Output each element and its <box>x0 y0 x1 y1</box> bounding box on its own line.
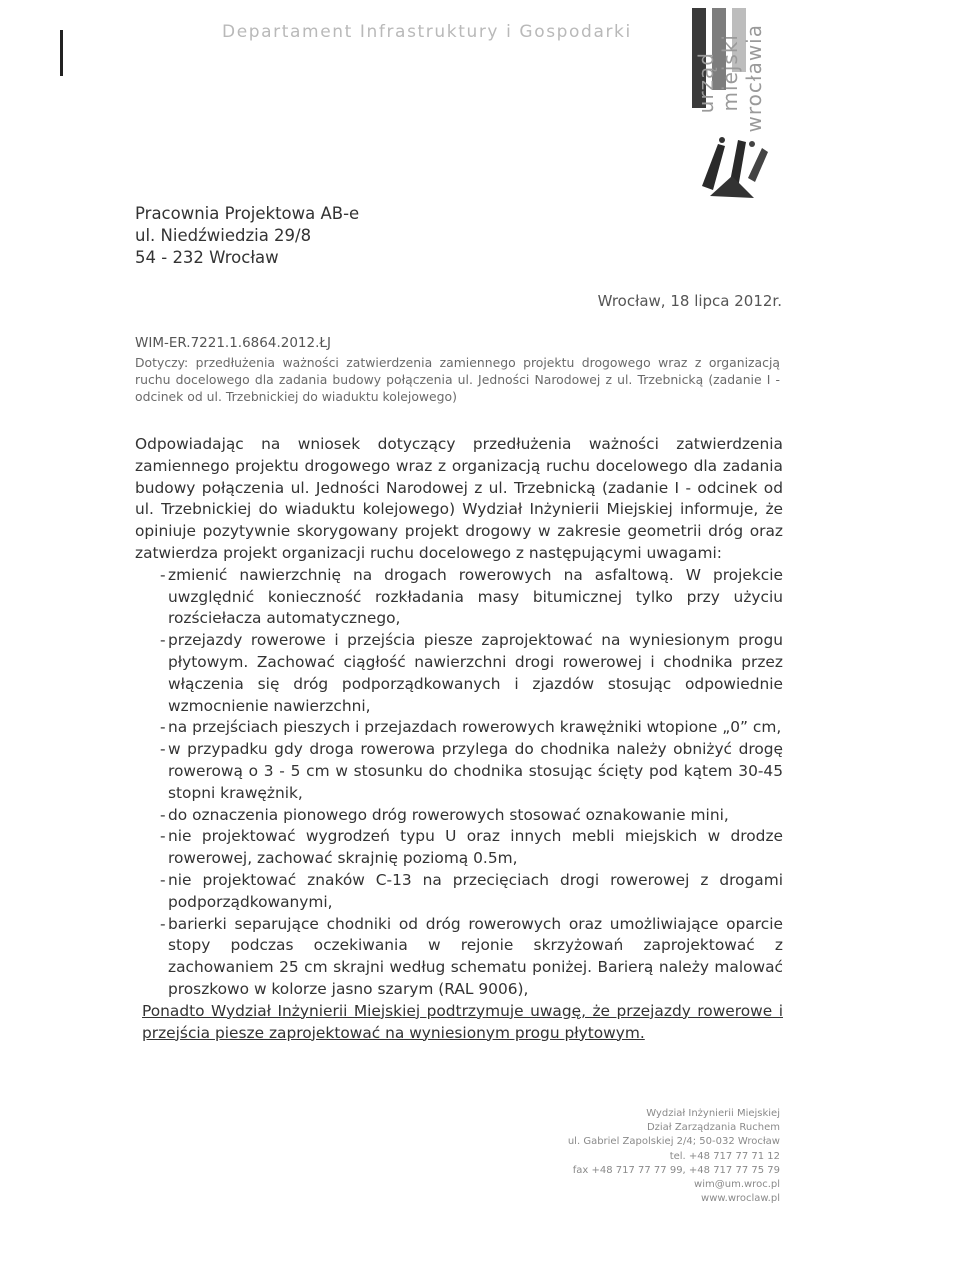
footer-section: Dział Zarządzania Ruchem <box>646 1122 780 1134</box>
list-item-text: barierki separujące chodniki od dróg rowerowych oraz umożliwiające oparcie stopy podczas oczekiwania w rejonie skrzyżowań zaprojektować z zachowaniem 25 cm skrajni według schematu poniżej. Barierą należy malować proszkowo w kolorze jasno szarym (RAL 9006), <box>168 914 783 998</box>
reference-number: WIM-ER.7221.1.6864.2012.ŁJ <box>135 335 331 351</box>
letter-date: Wrocław, 18 lipca 2012r. <box>597 292 782 310</box>
list-item <box>135 739 783 804</box>
letter-body <box>135 434 783 1044</box>
recipient-address <box>135 203 359 269</box>
list-item-text: do oznaczenia pionowego dróg rowerowych stosować oznakowanie mini, <box>168 805 729 824</box>
dash-marker: - <box>160 565 166 584</box>
dash-marker: - <box>160 718 166 737</box>
recipient-city: 54 - 232 Wrocław <box>135 248 279 267</box>
list-item <box>135 870 783 914</box>
logo-word-urzad: urząd <box>694 52 718 114</box>
footer-website: www.wroclaw.pl <box>701 1193 780 1205</box>
list-item <box>135 717 783 739</box>
list-item-text: na przejściach pieszych i przejazdach rowerowych krawężniki wtopione „0” cm, <box>168 718 782 737</box>
recipient-street: ul. Niedźwiedzia 29/8 <box>135 226 312 245</box>
list-item <box>135 630 783 717</box>
list-item-text: w przypadku gdy droga rowerowa przylega do chodnika należy obniżyć drogę rowerową o 3 - 5 cm w stosunku do chodnika stosując ścięty pod kątem 30-45 stopni krawężnik, <box>168 740 783 802</box>
logo-word-miejski: miejski <box>718 34 742 112</box>
dash-marker: - <box>160 827 166 846</box>
dwarf-figure-icon <box>692 134 768 204</box>
margin-mark <box>60 30 63 76</box>
closing-paragraph: Ponadto Wydział Inżynierii Miejskiej podtrzymuje uwagę, że przejazdy rowerowe i przejścia piesze zaprojektować na wyniesionym progu płytowym. <box>142 1001 783 1042</box>
sender-footer <box>568 1107 780 1206</box>
list-item-text: przejazdy rowerowe i przejścia piesze zaprojektować na wyniesionym progu płytowym. Zachować ciągłość nawierzchni drogi rowerowej i chodnika przez włączenia się dróg podporządkowanych i zjazdów stosując odpowiednie wzmocnienie nawierzchni, <box>168 631 783 715</box>
footer-fax: fax +48 717 77 77 99, +48 717 77 75 79 <box>572 1164 780 1176</box>
logo-word-wroclawia: wrocławia <box>742 24 766 133</box>
footer-email: wim@um.wroc.pl <box>694 1179 780 1191</box>
footer-department: Wydział Inżynierii Miejskiej <box>646 1108 780 1119</box>
list-item-text: zmienić nawierzchnię na drogach rowerowych na asfaltową. W projekcie uwzględnić konieczność rozkładania masy bitumicznej tylko przy użyciu rozściełacza automatycznego, <box>168 565 783 628</box>
subject-line: Dotyczy: przedłużenia ważności zatwierdzenia zamiennego projektu drogowego wraz z organizacją ruchu docelowego dla zadania budowy połączenia ul. Jedności Narodowej z ul. Trzebnicką (zadanie I - odcinek od ul. Trzebnickiej do wiaduktu kolejowego) <box>135 355 780 404</box>
intro-paragraph: Odpowiadając na wniosek dotyczący przedłużenia ważności zatwierdzenia zamiennego projektu drogowego wraz z organizacją ruchu docelowego dla zadania budowy połączenia ul. Jedności Narodowej z ul. Trzebnicką (zadanie I - odcinek od ul. Trzebnickiej do wiaduktu kolejowego) Wydział Inżynierii Miejskiej informuje, że opiniuje pozytywnie skorygowany projekt drogowy w zakresie geometrii dróg oraz zatwierdza projekt organizacji ruchu docelowego z następującymi uwagami: <box>135 435 783 562</box>
list-item <box>135 914 783 1001</box>
recipient-name: Pracownia Projektowa AB-e <box>135 204 360 223</box>
dash-marker: - <box>160 914 166 933</box>
dash-marker: - <box>160 805 166 824</box>
list-item <box>135 826 783 870</box>
city-office-logo <box>690 4 768 202</box>
list-item <box>135 805 783 827</box>
dash-marker: - <box>160 870 166 889</box>
dash-marker: - <box>160 740 166 759</box>
list-item <box>135 565 783 630</box>
footer-address: ul. Gabriel Zapolskiej 2/4; 50-032 Wrocław <box>567 1136 780 1148</box>
department-header: Departament Infrastruktury i Gospodarki <box>222 22 632 42</box>
remarks-list <box>135 565 783 1001</box>
list-item-text: nie projektować wygrodzeń typu U oraz innych mebli miejskich w drodze rowerowej, zachować skrajnię poziomą 0.5m, <box>168 827 783 868</box>
footer-phone: tel. +48 717 77 71 12 <box>669 1150 780 1162</box>
list-item-text: nie projektować znaków C-13 na przecięciach drogi rowerowej z drogami podporządkowanymi, <box>168 870 783 911</box>
dash-marker: - <box>160 631 166 650</box>
